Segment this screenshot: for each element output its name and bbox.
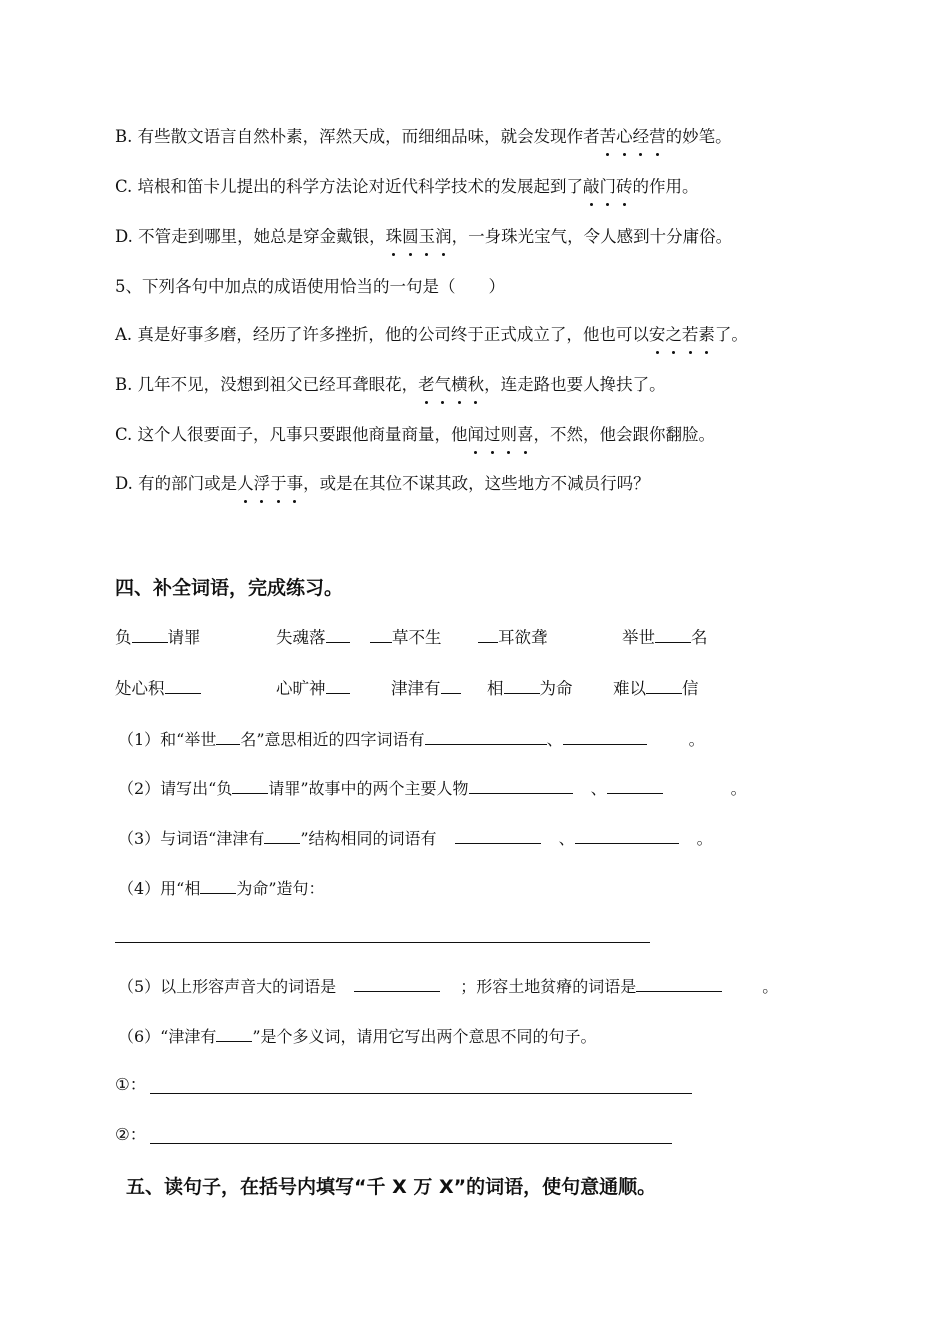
word-fill-item: 失魂落 [276,624,350,650]
dotted-idiom [583,177,633,196]
emphasis-dot-char: 圆 [402,225,419,249]
emphasis-dot-char: 门 [600,175,617,199]
answer-blank[interactable] [575,825,679,844]
answer-blank[interactable] [469,775,573,794]
emphasis-dot-char: 珠 [386,225,403,249]
emphasis-dot-char: 横 [451,373,468,397]
answer-1-label: ①： [115,1075,147,1094]
blank[interactable] [132,624,168,643]
emphasis-dot-char: 敲 [583,175,600,199]
emphasis-dot-char: 安 [649,323,666,347]
dotted-idiom [386,227,452,246]
section5-title: 五、读句子，在括号内填写“千 X 万 X”的词语，使句意通顺。 [126,1176,657,1198]
emphasis-dot-char: 于 [270,472,287,496]
answer-blank[interactable] [354,973,440,992]
word-fill-item: 津津有 [391,675,461,701]
blank[interactable] [232,775,268,794]
blank[interactable] [646,675,682,694]
dotted-idiom [418,375,484,394]
emphasis-dot-char: 若 [682,323,699,347]
q4-option-c: C. 培根和笛卡儿提出的科学方法论对近代科学技术的发展起到了敲门砖的作用。 [115,175,699,199]
emphasis-dot-char: 喜 [517,423,534,447]
dotted-idiom [649,325,715,344]
q4-option-d: D. 不管走到哪里，她总是穿金戴银，珠圆玉润，一身珠光宝气，令人感到十分庸俗。 [115,225,732,249]
subq-3: （3）与词语“津津有 ”结构相同的词语有 、 。 [118,825,713,851]
emphasis-dot-char: 闻 [468,423,485,447]
answer-1-line[interactable] [150,1093,692,1094]
answer-blank[interactable] [636,973,722,992]
blank[interactable] [441,675,461,694]
blank[interactable] [216,726,240,745]
q5-option-c: C. 这个人很要面子，凡事只要跟他商量商量，他闻过则喜，不然，他会跟你翻脸。 [115,423,715,447]
dotted-idiom [468,425,534,444]
dotted-idiom [237,474,303,493]
answer-blank[interactable] [607,775,663,794]
emphasis-dot-char: 素 [698,323,715,347]
answer-2-line[interactable] [150,1143,672,1144]
blank[interactable] [165,675,201,694]
answer-2-label: ②： [115,1125,147,1144]
q5-option-a: A. 真是好事多磨，经历了许多挫折，他的公司终于正式成立了，他也可以安之若素了。 [115,323,748,347]
word-fill-item: 相 为命 [487,675,573,701]
blank[interactable] [200,875,236,894]
q5-option-d: D. 有的部门或是人浮于事，或是在其位不谋其政，这些地方不减员行吗？ [115,472,650,496]
emphasis-dot-char: 经 [633,125,650,149]
blank[interactable] [655,624,691,643]
emphasis-dot-char: 营 [649,125,666,149]
word-fill-item: 心旷神 [276,675,350,701]
emphasis-dot-char: 苦 [600,125,617,149]
subq-4: （4）用“相 为命”造句： [118,875,325,901]
subq-1: （1）和“举世 名”意思相近的四字词语有 、 。 [118,726,705,752]
word-fill-item: 举世 名 [622,624,708,650]
emphasis-dot-char: 事 [287,472,304,496]
emphasis-dot-char: 老 [418,373,435,397]
word-fill-item: 难以 信 [613,675,699,701]
section4-title: 四、补全词语，完成练习。 [115,577,344,599]
emphasis-dot-char: 之 [665,323,682,347]
emphasis-dot-char: 过 [484,423,501,447]
blank[interactable] [326,675,350,694]
answer-blank[interactable] [455,825,541,844]
blank[interactable] [478,624,498,643]
q5-option-b: B. 几年不见，没想到祖父已经耳聋眼花，老气横秋，连走路也要人搀扶了。 [115,373,666,397]
emphasis-dot-char: 砖 [616,175,633,199]
subq-6: （6）“津津有 ”是个多义词，请用它写出两个意思不同的句子。 [118,1023,597,1049]
blank[interactable] [264,825,300,844]
answer-blank[interactable] [425,726,547,745]
subq-2: （2）请写出“负 请罪”故事中的两个主要人物 、 。 [118,775,747,801]
emphasis-dot-char: 秋 [468,373,485,397]
dotted-idiom [600,127,666,146]
q5-question: 5、下列各句中加点的成语使用恰当的一句是（ ） [115,277,505,296]
blank[interactable] [370,624,392,643]
emphasis-dot-char: 心 [616,125,633,149]
word-fill-item: 草不生 [370,624,442,650]
word-fill-item: 耳欲聋 [478,624,548,650]
word-fill-item: 处心积 [115,675,201,701]
blank[interactable] [216,1023,252,1042]
emphasis-dot-char: 浮 [254,472,271,496]
sentence-answer-line[interactable] [115,942,650,943]
blank[interactable] [326,624,350,643]
emphasis-dot-char: 玉 [419,225,436,249]
blank[interactable] [504,675,540,694]
emphasis-dot-char: 人 [237,472,254,496]
emphasis-dot-char: 则 [501,423,518,447]
emphasis-dot-char: 气 [435,373,452,397]
word-fill-item: 负 请罪 [115,624,201,650]
answer-blank[interactable] [563,726,647,745]
emphasis-dot-char: 润 [435,225,452,249]
q4-option-b: B. 有些散文语言自然朴素，浑然天成，而细细品味，就会发现作者苦心经营的妙笔。 [115,125,732,149]
subq-5: （5）以上形容声音大的词语是 ；形容土地贫瘠的词语是 。 [118,973,778,999]
